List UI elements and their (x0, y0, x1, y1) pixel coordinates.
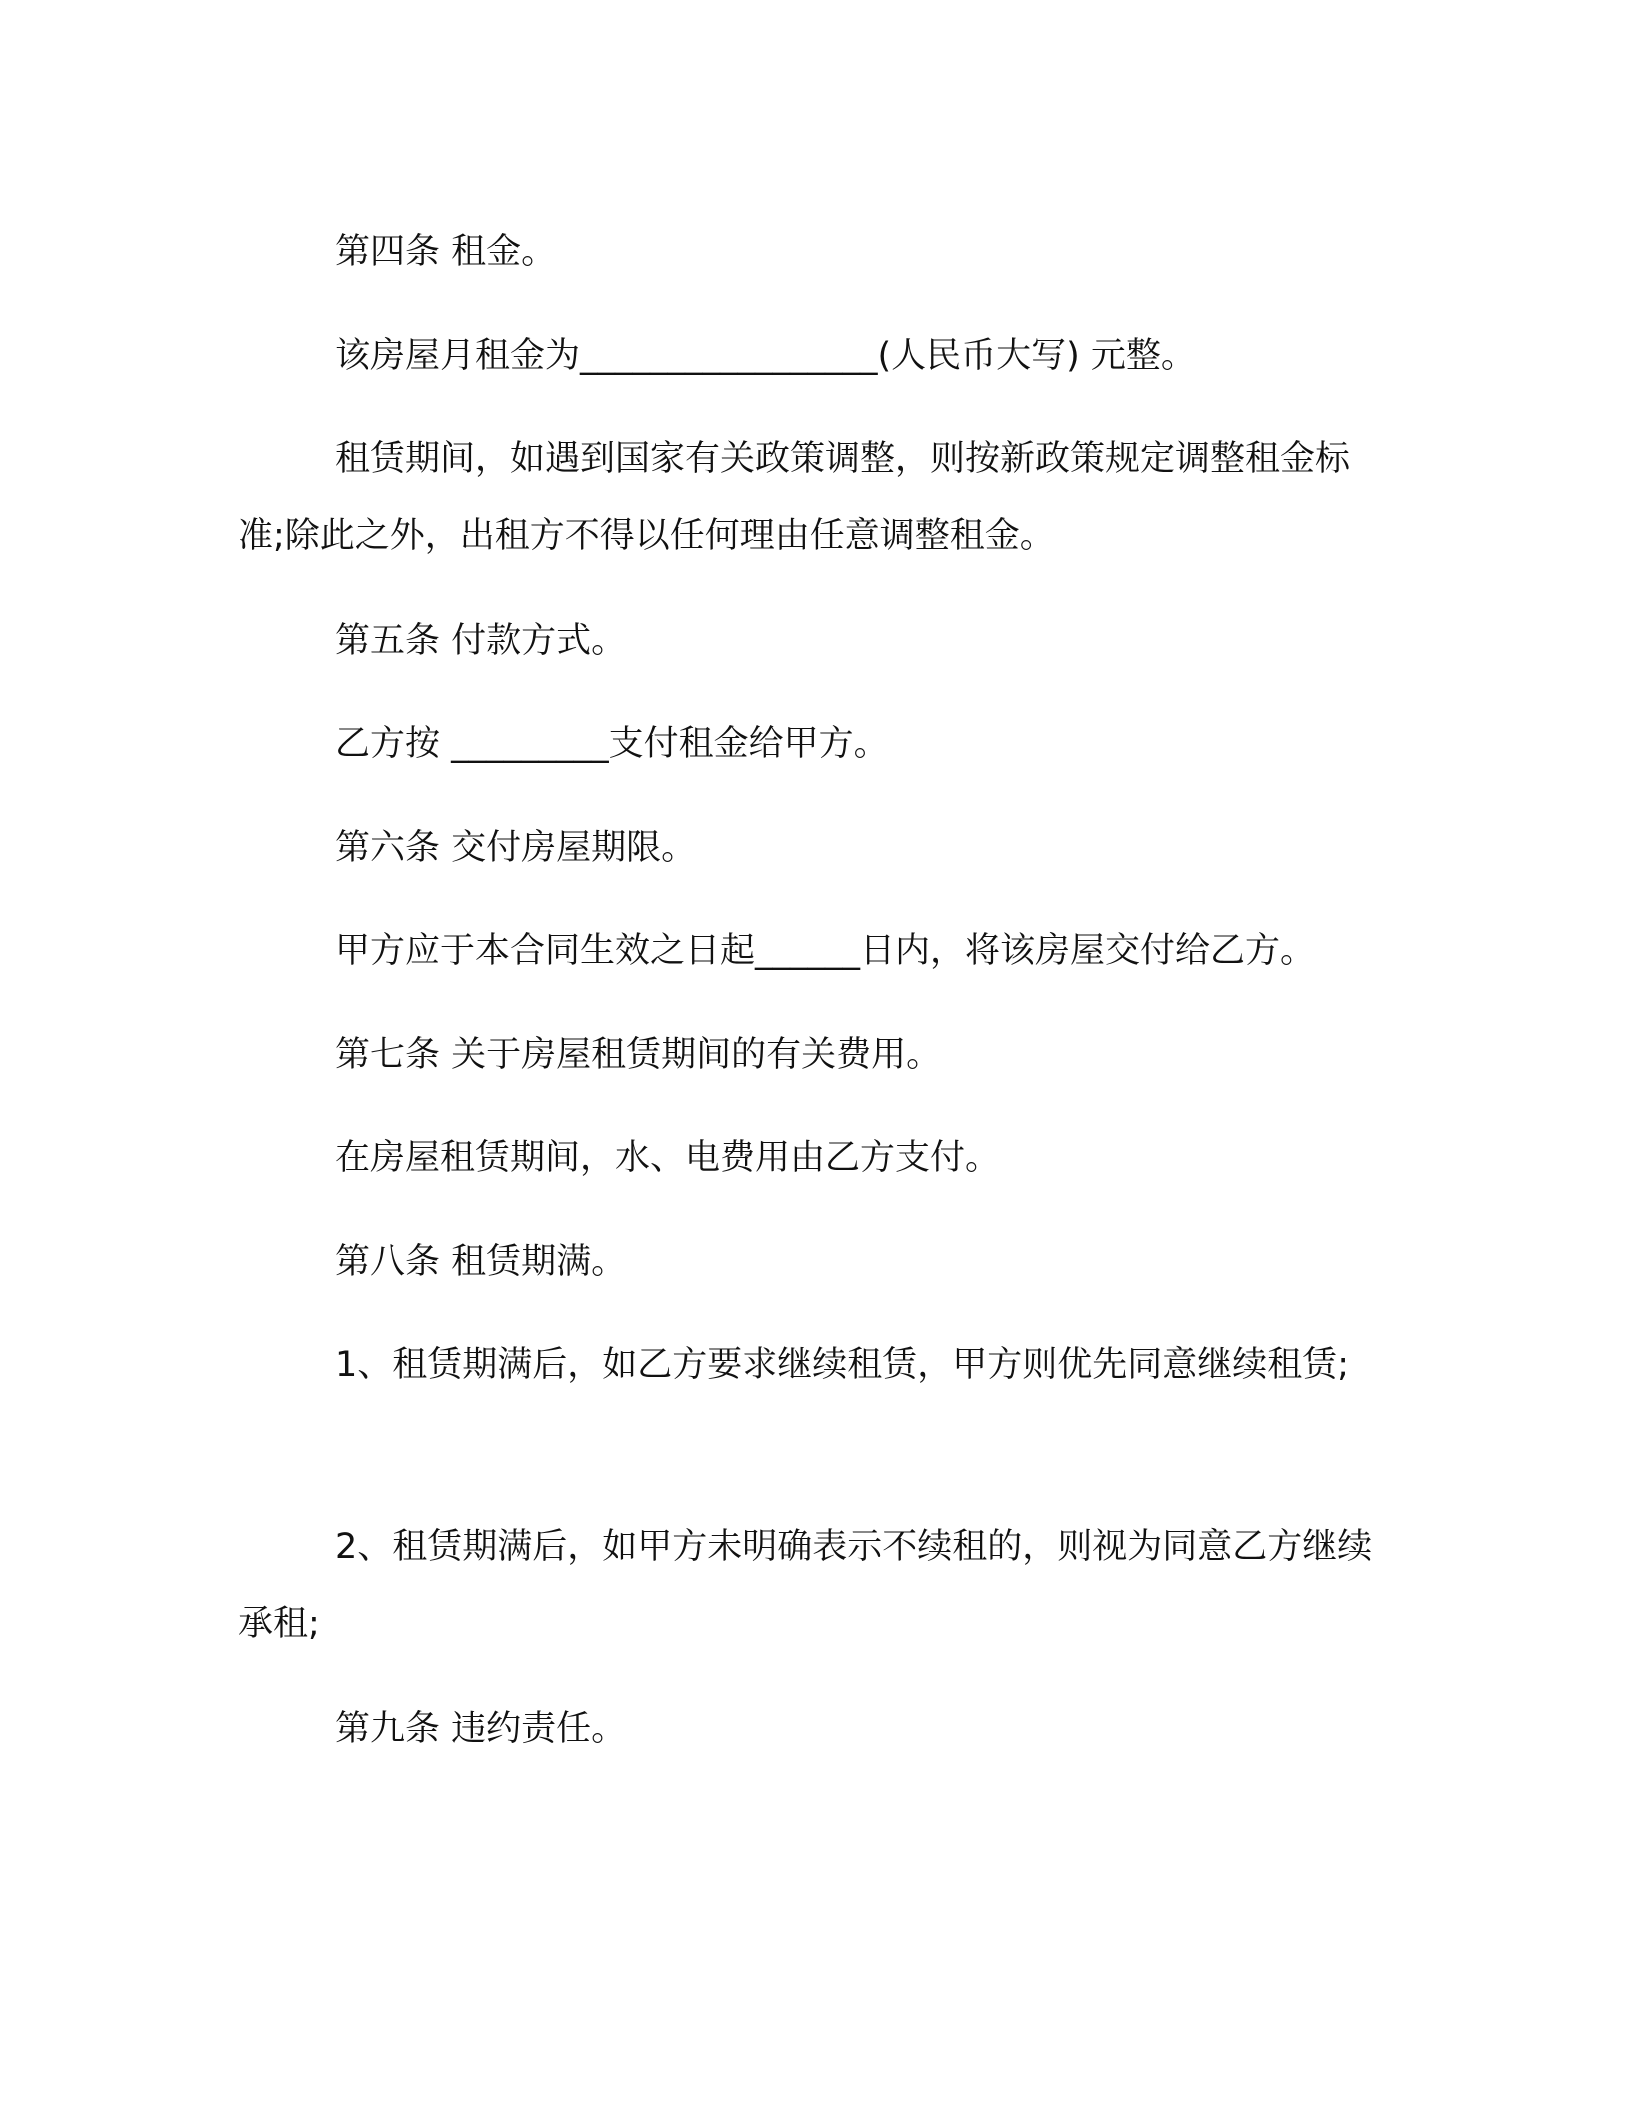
renewal-clause-2: 2、租赁期满后，如甲方未明确表示不续租的，则视为同意乙方继续承租; (238, 1527, 1373, 1644)
rent-adjustment-clause: 租赁期间，如遇到国家有关政策调整，则按新政策规定调整租金标准;除此之外，出租方不得以任何理由任意调整租金。 (238, 439, 1351, 556)
utility-fees-clause: 在房屋租赁期间，水、电费用由乙方支付。 (335, 1138, 1001, 1178)
renewal-clause-1: 1、租赁期满后，如乙方要求继续租赁，甲方则优先同意继续租赁; (335, 1345, 1350, 1385)
payment-method-clause: 乙方按 _________支付租金给甲方。 (335, 724, 889, 764)
article-5-heading: 第五条 付款方式。 (335, 621, 627, 661)
article-7-heading: 第七条 关于房屋租赁期间的有关费用。 (335, 1035, 942, 1075)
article-6-heading: 第六条 交付房屋期限。 (335, 828, 697, 868)
article-4-heading: 第四条 租金。 (335, 232, 557, 272)
article-8-heading: 第八条 租赁期满。 (335, 1242, 627, 1282)
monthly-rent-clause: 该房屋月租金为_________________(人民币大写) 元整。 (335, 336, 1196, 376)
delivery-deadline-clause: 甲方应于本合同生效之日起______日内，将该房屋交付给乙方。 (335, 931, 1316, 971)
article-9-heading: 第九条 违约责任。 (335, 1709, 627, 1749)
